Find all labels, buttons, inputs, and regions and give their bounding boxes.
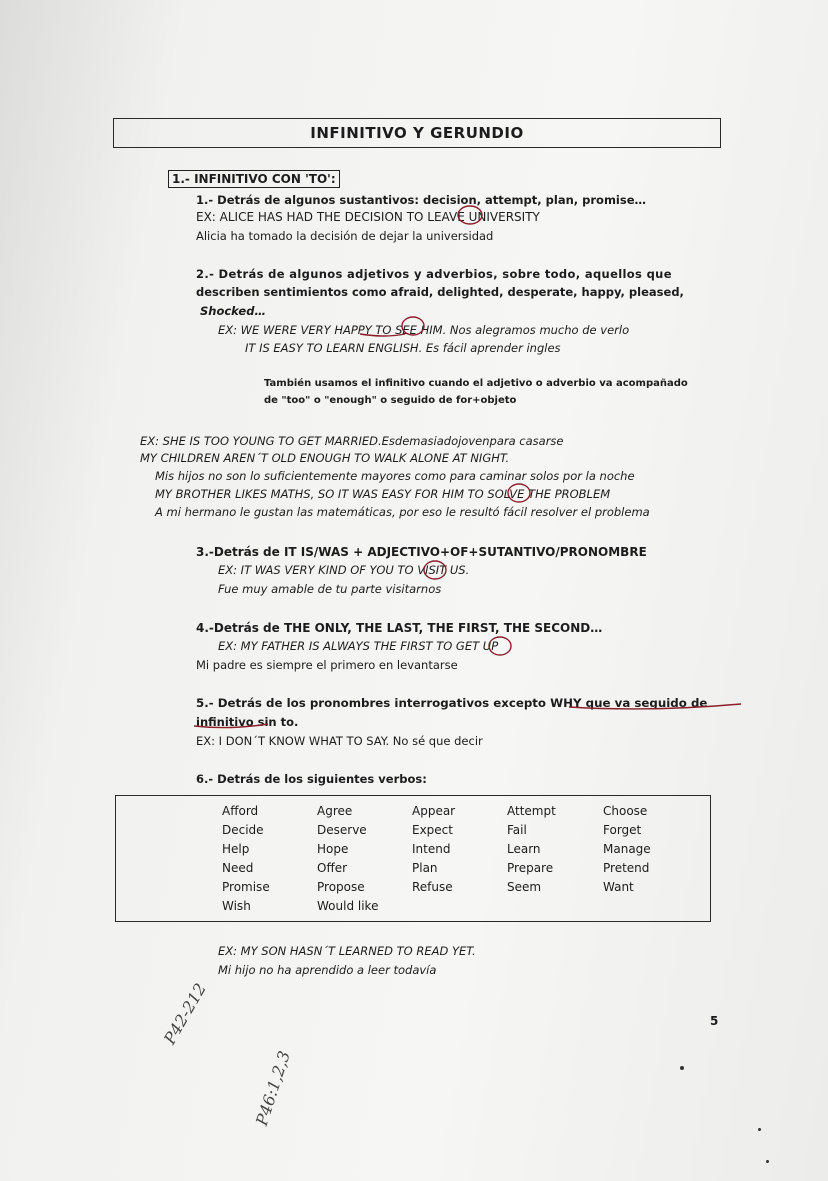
speck (766, 1160, 769, 1163)
verb-cell: Choose (603, 804, 648, 818)
rule-6: 6.- Detrás de los siguientes verbos: (196, 772, 427, 786)
circle-mark (424, 561, 446, 579)
verb-cell: Intend (412, 842, 451, 856)
verb-cell: Help (222, 842, 250, 856)
example-2e: MY BROTHER LIKES MATHS, SO IT WAS EASY FOR HIM TO SOLVE THE PROBLEM (155, 487, 611, 501)
translation-1: Alicia ha tomado la decisión de dejar la universidad (196, 229, 494, 243)
translation-3: Fue muy amable de tu parte visitarnos (218, 582, 442, 596)
verb-cell: Wish (222, 899, 251, 913)
verb-cell: Would like (317, 899, 379, 913)
verb-cell: Decide (222, 823, 264, 837)
verb-cell: Manage (603, 842, 651, 856)
rule-5-line-1: 5.- Detrás de los pronombres interrogativos excepto WHY que va seguido de (196, 696, 708, 710)
rule-4: 4.-Detrás de THE ONLY, THE LAST, THE FIRST, THE SECOND… (196, 621, 603, 635)
verb-cell: Learn (507, 842, 541, 856)
verb-cell: Forget (603, 823, 642, 837)
underline-mark (569, 704, 741, 709)
verb-cell: Refuse (412, 880, 453, 894)
pencil-note-2: P46:1,2,3 (252, 1048, 294, 1128)
section-heading-text: 1.- INFINITIVO CON 'TO': (168, 170, 340, 188)
verb-cell: Attempt (507, 804, 556, 818)
verb-cell: Plan (412, 861, 438, 875)
rule-3: 3.-Detrás de IT IS/WAS + ADJECTIVO+OF+SUTANTIVO/PRONOMBRE (196, 545, 647, 559)
verb-cell: Afford (222, 804, 259, 818)
example-2b: IT IS EASY TO LEARN ENGLISH. Es fácil aprender ingles (245, 341, 561, 355)
example-2a: EX: WE WERE VERY HAPPY TO SEE HIM. Nos alegramos mucho de verlo (218, 323, 630, 337)
verb-cell: Prepare (507, 861, 554, 875)
verb-cell: Deserve (317, 823, 367, 837)
pencil-note-1: P42-212 (160, 979, 210, 1048)
example-2d: MY CHILDREN AREN´T OLD ENOUGH TO WALK ALONE AT NIGHT. (140, 451, 510, 465)
translation-6: Mi hijo no ha aprendido a leer todavía (218, 963, 437, 977)
circle-mark (458, 206, 482, 224)
rule-2-line-1: 2.- Detrás de algunos adjetivos y adverbios, sobre todo, aquellos que (196, 267, 672, 281)
example-3: EX: IT WAS VERY KIND OF YOU TO VISIT US. (218, 563, 470, 577)
verb-cell: Want (603, 880, 634, 894)
rule-5-line-2: infinitivo sin to. (196, 715, 299, 729)
circle-mark (508, 484, 530, 502)
verb-cell: Seem (507, 880, 542, 894)
circle-mark (489, 637, 511, 655)
verb-cell: Hope (317, 842, 349, 856)
page-number: 5 (710, 1014, 719, 1028)
example-4: EX: MY FATHER IS ALWAYS THE FIRST TO GET UP (218, 639, 499, 653)
underline-mark (194, 724, 268, 728)
verb-cell: Agree (317, 804, 353, 818)
example-2c: EX: SHE IS TOO YOUNG TO GET MARRIED.Esdemasiadojovenpara casarse (140, 434, 564, 448)
verb-cell: Expect (412, 823, 453, 837)
verb-cell: Appear (412, 804, 456, 818)
example-1: EX: ALICE HAS HAD THE DECISION TO LEAVE UNIVERSITY (196, 210, 540, 224)
verb-cell: Pretend (603, 861, 650, 875)
rule-2-line-2: describen sentimientos como afraid, delighted, desperate, happy, pleased, (196, 285, 684, 299)
verb-cell: Promise (222, 880, 270, 894)
example-5: EX: I DON´T KNOW WHAT TO SAY. No sé que decir (196, 734, 483, 748)
verb-cell: Offer (317, 861, 348, 875)
translation-4: Mi padre es siempre el primero en levantarse (196, 658, 458, 672)
page-title: INFINITIVO Y GERUNDIO (310, 124, 524, 142)
circle-mark (402, 317, 424, 335)
translation-2d: Mis hijos no son lo suficientemente mayores como para caminar solos por la noche (155, 469, 635, 483)
rule-2-line-3: Shocked… (200, 304, 266, 318)
rule-1: 1.- Detrás de algunos sustantivos: decision, attempt, plan, promise… (196, 193, 647, 207)
note-line-2: de "too" o "enough" o seguido de for+objeto (264, 395, 517, 406)
speck (680, 1066, 684, 1070)
underline-mark (360, 334, 405, 336)
translation-2e: A mi hermano le gustan las matemáticas, por eso le resultó fácil resolver el problema (155, 505, 650, 519)
speck (758, 1128, 761, 1131)
verb-cell: Propose (317, 880, 365, 894)
verb-cell: Need (222, 861, 254, 875)
example-6: EX: MY SON HASN´T LEARNED TO READ YET. (218, 944, 476, 958)
verb-cell: Fail (507, 823, 527, 837)
note-line-1: También usamos el infinitivo cuando el adjetivo o adverbio va acompañado (264, 378, 688, 389)
